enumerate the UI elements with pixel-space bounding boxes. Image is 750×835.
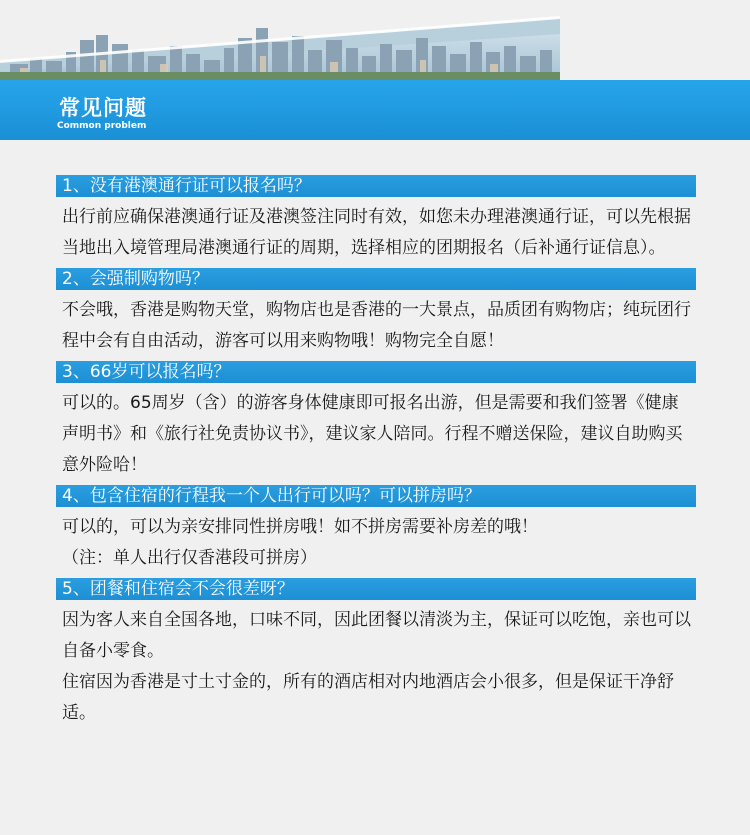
faq-question: 3、66岁可以报名吗？: [56, 361, 696, 383]
faq-question: 4、包含住宿的行程我一个人出行可以吗？可以拼房吗？: [56, 485, 696, 507]
faq-item: [56, 361, 696, 481]
faq-list: [56, 175, 696, 733]
faq-question: 1、没有港澳通行证可以报名吗？: [56, 175, 696, 197]
faq-item: [56, 268, 696, 357]
faq-answer-paragraph: 因为客人来自全国各地，口味不同，因此团餐以清淡为主，保证可以吃饱，亲也可以自备小零食。: [62, 610, 691, 661]
faq-item: [56, 175, 696, 264]
faq-question: 5、团餐和住宿会不会很差呀？: [56, 578, 696, 600]
faq-answer-paragraph: 不会哦，香港是购物天堂，购物店也是香港的一大景点，品质团有购物店；纯玩团行程中会有自由活动，游客可以用来购物哦！购物完全自愿！: [62, 300, 691, 351]
faq-answer-note: （注：单人出行仅香港段可拼房）: [62, 548, 317, 568]
faq-answer: [56, 605, 696, 729]
faq-answer-paragraph: 可以的，可以为亲安排同性拼房哦！如不拼房需要补房差的哦！: [62, 517, 538, 537]
faq-answer: [56, 388, 696, 481]
faq-item: [56, 485, 696, 574]
faq-question: 2、会强制购物吗？: [56, 268, 696, 290]
faq-answer-paragraph: 住宿因为香港是寸土寸金的，所有的酒店相对内地酒店会小很多，但是保证干净舒适。: [62, 672, 674, 723]
faq-answer: [56, 295, 696, 357]
header-banner: [0, 0, 750, 150]
page-subtitle: Common problem: [57, 121, 147, 131]
faq-answer: [56, 202, 696, 264]
faq-answer-paragraph: 出行前应确保港澳通行证及港澳签注同时有效，如您未办理港澳通行证，可以先根据当地出入境管理局港澳通行证的周期，选择相应的团期报名（后补通行证信息）。: [62, 207, 691, 258]
faq-answer-paragraph: 可以的。65周岁（含）的游客身体健康即可报名出游，但是需要和我们签署《健康声明书》和《旅行社免责协议书》，建议家人陪同。行程不赠送保险，建议自助购买意外险哈！: [62, 393, 683, 475]
faq-item: [56, 578, 696, 729]
page-title: 常见问题: [59, 96, 147, 120]
faq-answer: [56, 512, 696, 574]
